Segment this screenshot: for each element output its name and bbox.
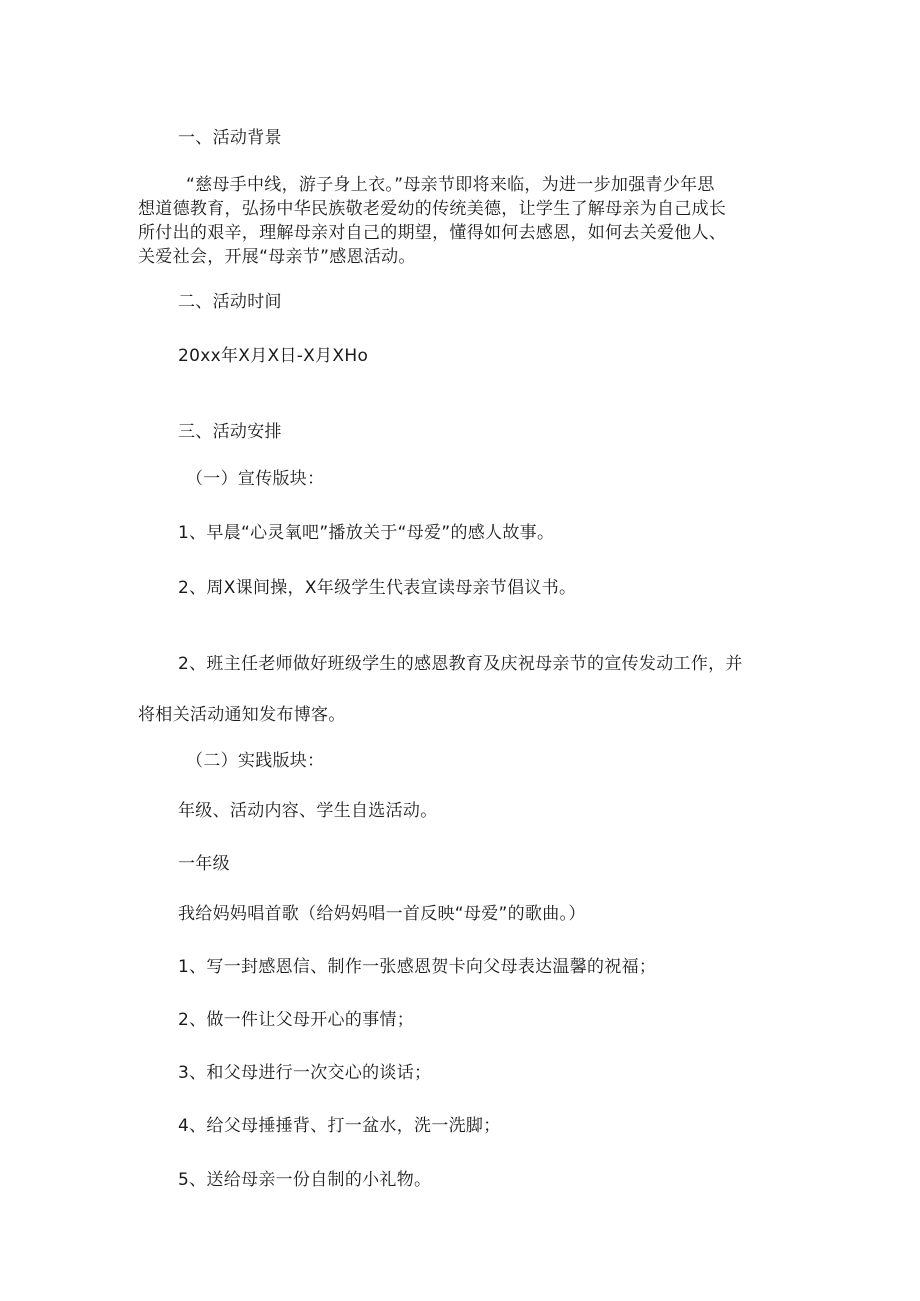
background-paragraph [138, 173, 788, 269]
teacher-item-line: 2、班主任老师做好班级学生的感恩教育及庆祝母亲节的宣传发动工作，并 [178, 654, 743, 674]
activity-item: 5、送给母亲一份自制的小礼物。 [178, 1170, 432, 1190]
song-item: 我给妈妈唱首歌（给妈妈唱一首反映“母爱”的歌曲。） [178, 904, 586, 924]
promotion-item: 2、周X课间操，X年级学生代表宣读母亲节倡议书。 [178, 578, 577, 598]
teacher-item-line: 将相关活动通知发布博客。 [138, 705, 346, 725]
grade-label: 一年级 [178, 854, 230, 874]
background-line: 想道德教育，弘扬中华民族敬老爱幼的传统美德，让学生了解母亲为自己成长 [138, 199, 727, 219]
background-line: 所付出的艰辛，理解母亲对自己的期望，懂得如何去感恩，如何去关爱他人、 [138, 223, 727, 243]
activity-item: 4、给父母捶捶背、打一盆水，洗一洗脚； [178, 1116, 501, 1136]
subsection-heading-practice: （二）实践版块： [186, 751, 325, 771]
section-heading-background: 一、活动背景 [178, 128, 282, 148]
activity-item: 1、写一封感恩信、制作一张感恩贺卡向父母表达温馨的祝福； [178, 957, 657, 977]
activity-item: 3、和父母进行一次交心的谈话； [178, 1063, 432, 1083]
activity-time-text: 20xx年X月X日-X月XHo [178, 346, 369, 366]
subsection-heading-promotion: （一）宣传版块： [186, 469, 325, 489]
promotion-item: 1、早晨“心灵氧吧”播放关于“母爱”的感人故事。 [178, 523, 555, 543]
background-line: 关爱社会，开展“母亲节”感恩活动。 [138, 247, 416, 267]
section-heading-arrangement: 三、活动安排 [178, 422, 282, 442]
practice-intro: 年级、活动内容、学生自选活动。 [178, 801, 438, 821]
activity-item: 2、做一件让父母开心的事情； [178, 1010, 415, 1030]
section-heading-time: 二、活动时间 [178, 292, 282, 312]
background-line: “慈母手中线，游子身上衣。”母亲节即将来临，为进一步加强青少年思 [186, 175, 715, 195]
